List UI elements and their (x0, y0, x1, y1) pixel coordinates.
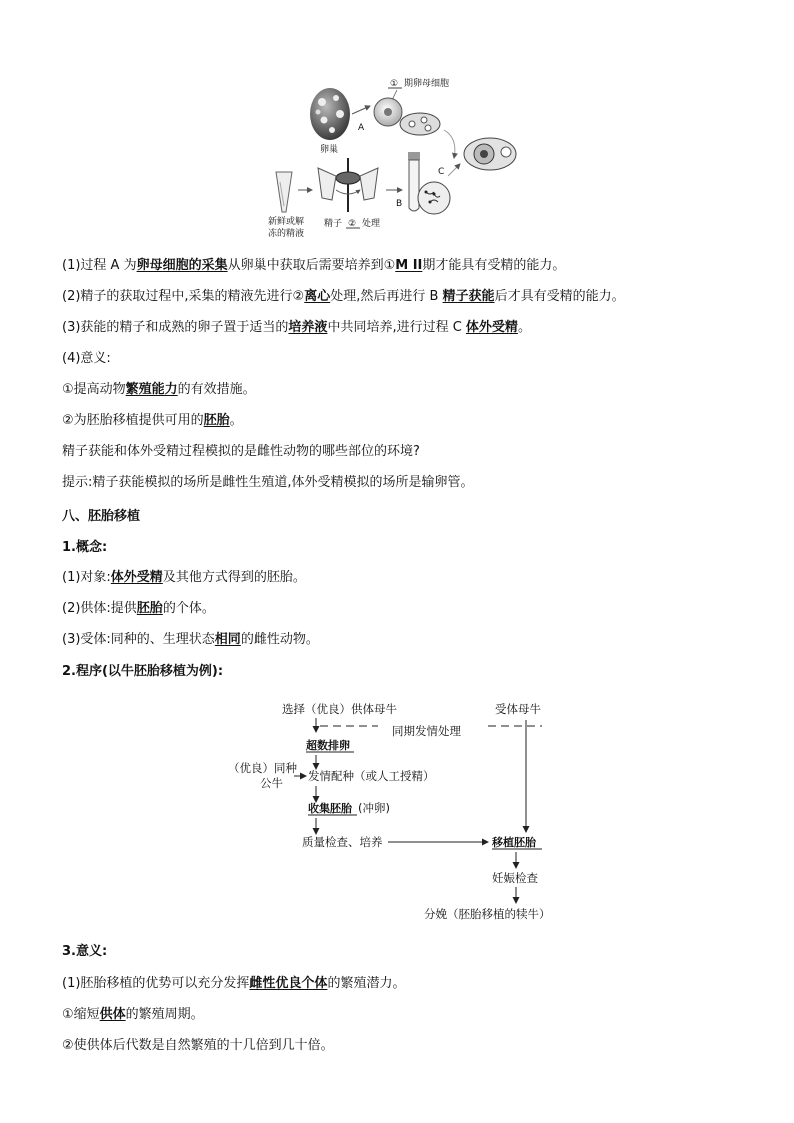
key-term: 雌性优良个体 (249, 976, 328, 991)
centrifuge-illustration (318, 158, 378, 212)
ovary-illustration (310, 88, 350, 140)
text: (2)精子的获取过程中,采集的精液先进行② (62, 289, 305, 304)
sperm-label: 精子 (324, 219, 343, 229)
quality-check: 质量检查、培养 (302, 835, 383, 849)
text: (3)受体:同种的、生理状态 (62, 632, 215, 647)
text: 中共同培养,进行过程 C (327, 320, 466, 335)
key-term: 胚胎 (136, 601, 163, 616)
semen-label-1: 新鲜或解 (268, 217, 305, 227)
text: (3)获能的精子和成熟的卵子置于适当的 (62, 320, 289, 335)
procedure-title: 2.程序(以牛胚胎移植为例): (62, 664, 224, 679)
ivf-significance-2 (62, 412, 243, 430)
text: 期才能具有受精的能力。 (422, 258, 566, 273)
text: ①提高动物 (62, 382, 126, 397)
hint: 提示:精子获能模拟的场所是雌性生殖道,体外受精模拟的场所是输卵管。 (62, 475, 474, 490)
ivf-point-1 (62, 257, 565, 275)
key-term: 体外受精 (110, 570, 163, 585)
donor-cow: 选择（优良）供体母牛 (282, 702, 397, 716)
text: 的雌性动物。 (240, 632, 319, 647)
text: 及其他方式得到的胚胎。 (162, 570, 306, 585)
pregnancy-check: 妊娠检查 (492, 871, 538, 885)
semen-label-2: 冻的精液 (268, 229, 305, 239)
sperm-num: ② (348, 219, 357, 229)
key-term: 体外受精 (465, 320, 518, 335)
section-title: 八、胚胎移植 (62, 509, 141, 524)
bull-label-1: （优良）同种 (228, 761, 297, 775)
process-c-label: C (438, 167, 445, 177)
key-term: 培养液 (288, 320, 328, 335)
oocyte-illustration (374, 98, 402, 126)
text: 的繁殖潜力。 (327, 976, 406, 991)
significance-title: 3.意义: (62, 944, 108, 959)
ivf-point-4: (4)意义: (62, 351, 111, 366)
ivf-significance-1 (62, 381, 256, 399)
process-a-label: A (358, 123, 365, 133)
text: (2)供体:提供 (62, 601, 137, 616)
concept-title: 1.概念: (62, 540, 108, 555)
text: 后才具有受精的能力。 (494, 289, 625, 304)
text: 的有效措施。 (177, 382, 256, 397)
text: 的繁殖周期。 (125, 1007, 204, 1022)
concept-1 (62, 569, 306, 587)
question: 精子获能和体外受精过程模拟的是雌性动物的哪些部位的环境? (62, 444, 420, 459)
text: ②为胚胎移植提供可用的 (62, 413, 204, 428)
text: 。 (229, 413, 243, 428)
ivf-point-2 (62, 288, 625, 306)
process-b-label: B (396, 199, 403, 209)
collect-note: (冲卵) (358, 801, 390, 815)
culture-dish-illustration (400, 113, 440, 135)
key-term: 相同 (214, 632, 241, 647)
text: 的个体。 (162, 601, 215, 616)
ovary-label: 卵巢 (320, 145, 339, 155)
text: 。 (517, 320, 531, 335)
text: (1)胚胎移植的优势可以充分发挥 (62, 976, 250, 991)
stage-num: ① (390, 79, 399, 89)
ivf-point-3 (62, 319, 531, 337)
concept-3 (62, 631, 319, 649)
key-term: 繁殖能力 (125, 382, 178, 397)
key-term: 卵母细胞的采集 (136, 258, 228, 273)
text: (1)过程 A 为 (62, 258, 137, 273)
superovulation: 超数排卵 (306, 739, 350, 752)
ivf-diagram (262, 72, 532, 242)
significance-3: ②使供体后代数是自然繁殖的十几倍到几十倍。 (62, 1038, 334, 1053)
key-term: 离心 (304, 289, 331, 304)
key-term: M II (395, 258, 423, 273)
key-term: 胚胎 (203, 413, 230, 428)
calving: 分娩（胚胎移植的犊牛） (424, 907, 551, 921)
text: 从卵巢中获取后需要培养到① (227, 258, 396, 273)
key-term: 精子获能 (442, 289, 495, 304)
mating: 发情配种（或人工授精） (308, 769, 435, 783)
transfer-embryo: 移植胚胎 (492, 836, 536, 849)
fertilization-dish-illustration (464, 138, 516, 170)
stage-label: 期卵母细胞 (404, 79, 450, 89)
collect-embryo: 收集胚胎 (308, 802, 352, 815)
bull-label-2: 公牛 (260, 776, 283, 790)
text: ①缩短 (62, 1007, 100, 1022)
significance-1 (62, 975, 405, 993)
sperm-process: 处理 (362, 219, 381, 229)
text: 处理,然后再进行 B (330, 289, 443, 304)
sperm-zoom-illustration (418, 182, 450, 214)
sync-estrus: 同期发情处理 (392, 724, 461, 738)
embryo-transfer-flowchart (220, 698, 580, 928)
significance-2 (62, 1006, 204, 1024)
concept-2 (62, 600, 215, 618)
key-term: 供体 (99, 1007, 126, 1022)
recipient-cow: 受体母牛 (495, 702, 541, 716)
text: (1)对象: (62, 570, 111, 585)
semen-tube-illustration (276, 172, 292, 212)
